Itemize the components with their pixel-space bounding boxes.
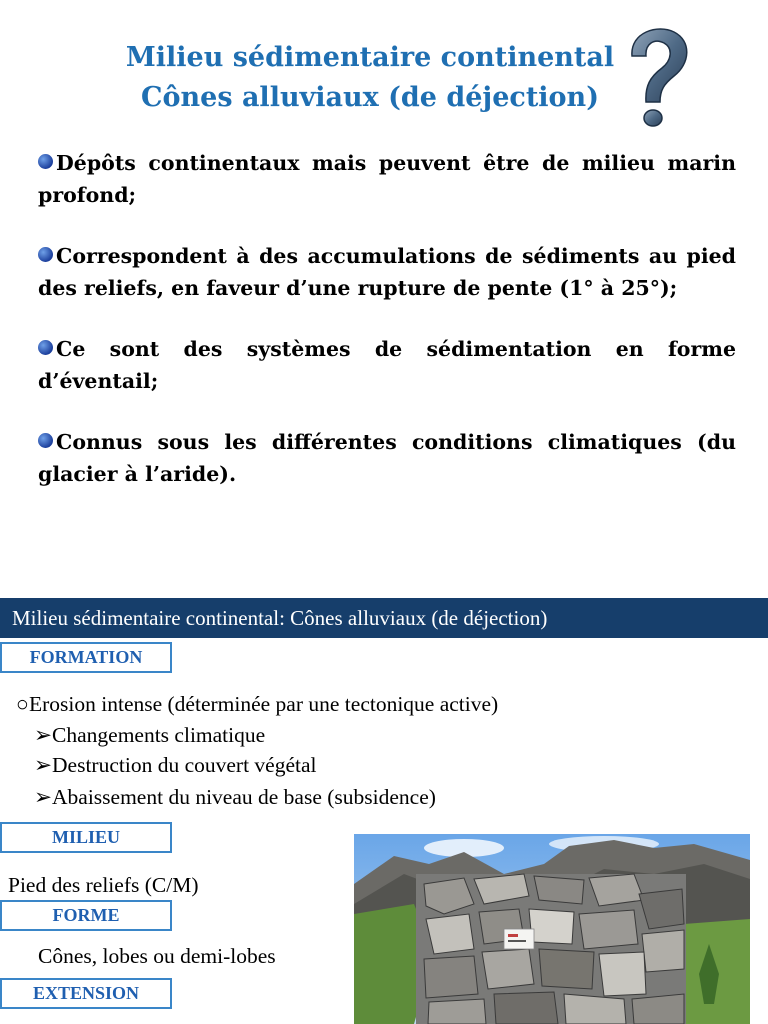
title-line-1: Milieu sédimentaire continental: [125, 42, 615, 73]
bullet-dot-icon: [38, 154, 53, 169]
formation-item: ➢Changements climatique: [34, 723, 266, 747]
bullet-text: Ce sont des systèmes de sédimentation en forme d’éventail;: [38, 337, 736, 393]
bullet-item: [38, 427, 736, 490]
formation-item: ➢Destruction du couvert végétal: [34, 753, 317, 777]
extension-label: EXTENSION: [0, 978, 172, 1009]
bullet-dot-icon: [38, 433, 53, 448]
milieu-text: Pied des reliefs (C/M): [8, 873, 199, 897]
forme-text: Cônes, lobes ou demi-lobes: [38, 944, 276, 968]
bullet-item: [38, 241, 736, 304]
slide2-banner: Milieu sédimentaire continental: Cônes alluviaux (de déjection): [0, 598, 768, 638]
formation-item: ➢Abaissement du niveau de base (subsidence): [34, 785, 436, 809]
formation-label: FORMATION: [0, 642, 172, 673]
bullet-item: [38, 148, 736, 211]
alluvial-deposit-photo: [354, 834, 750, 1024]
title-line-2: Cônes alluviaux (de déjection): [141, 82, 599, 113]
slide-title: [60, 38, 680, 118]
question-mark-icon: [618, 22, 698, 130]
bullet-list: [38, 148, 736, 520]
bullet-text: Dépôts continentaux mais peuvent être de milieu marin profond;: [38, 151, 736, 207]
bullet-dot-icon: [38, 340, 53, 355]
formation-main-text: ○Erosion intense (déterminée par une tectonique active): [16, 692, 499, 716]
bullet-text: Connus sous les différentes conditions climatiques (du glacier à l’aride).: [38, 430, 736, 486]
bullet-item: [38, 334, 736, 397]
milieu-label: MILIEU: [0, 822, 172, 853]
forme-label: FORME: [0, 900, 172, 931]
bullet-dot-icon: [38, 247, 53, 262]
bullet-text: Correspondent à des accumulations de sédiments au pied des reliefs, en faveur d’une rupture de pente (1° à 25°);: [38, 244, 736, 300]
